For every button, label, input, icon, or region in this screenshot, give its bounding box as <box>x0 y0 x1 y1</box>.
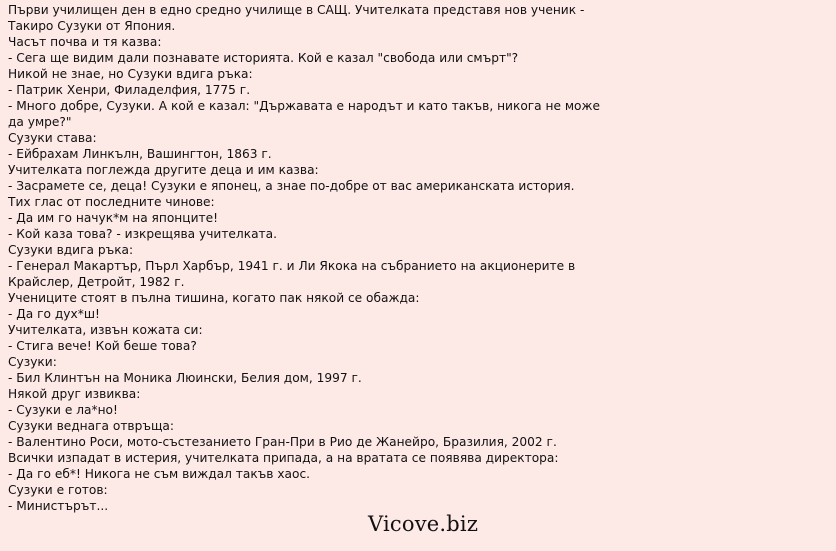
joke-line: - Кой каза това? - изкрещява учителката. <box>8 227 277 241</box>
joke-line: - Сузуки е ла*но! <box>8 403 118 417</box>
joke-line: - Засрамете се, деца! Сузуки е японец, а знае по-добре от вас американската история. <box>8 179 575 193</box>
joke-line: Сузуки вдига ръка: <box>8 243 134 257</box>
joke-line: Всички изпадат в истерия, учителката припада, а на вратата се появява директора: <box>8 451 559 465</box>
joke-text <box>8 2 608 514</box>
joke-line: Тих глас от последните чинове: <box>8 195 215 209</box>
joke-line: Сузуки става: <box>8 131 97 145</box>
joke-line: - Бил Клинтън на Моника Люински, Белия дом, 1997 г. <box>8 371 362 385</box>
joke-line: Сузуки е готов: <box>8 483 108 497</box>
joke-line: - Много добре, Сузуки. А кой е казал: "Държавата е народът и като такъв, никога не може да умре?" <box>8 99 600 129</box>
joke-line: Учителката поглежда другите деца и им казва: <box>8 163 319 177</box>
joke-line: - Генерал Макартър, Пърл Харбър, 1941 г. и Ли Якока на събранието на акционерите в Крайслер, Детройт, 1982 г. <box>8 259 576 289</box>
joke-line: - Да им го начук*м на японците! <box>8 211 218 225</box>
joke-line: - Да го еб*! Никога не съм виждал такъв хаос. <box>8 467 311 481</box>
joke-line: - Валентино Роси, мото-състезанието Гран-При в Рио де Жанейро, Бразилия, 2002 г. <box>8 435 557 449</box>
joke-line: Часът почва и тя казва: <box>8 35 162 49</box>
joke-line: Учителката, извън кожата си: <box>8 323 203 337</box>
joke-line: - Да го дух*ш! <box>8 307 100 321</box>
joke-line: - Стига вече! Кой беше това? <box>8 339 197 353</box>
joke-line: Никой не знае, но Сузуки вдига ръка: <box>8 67 253 81</box>
joke-line: Някой друг извиква: <box>8 387 141 401</box>
joke-line: - Министърът... <box>8 499 109 513</box>
joke-line: Учениците стоят в пълна тишина, когато пак някой се обажда: <box>8 291 420 305</box>
joke-line: Сузуки веднага отвръща: <box>8 419 175 433</box>
joke-line: - Ейбрахам Линкълн, Вашингтон, 1863 г. <box>8 147 272 161</box>
joke-line: - Сега ще видим дали познавате историята. Кой е казал "свобода или смърт"? <box>8 51 519 65</box>
joke-line: Първи училищен ден в едно средно училище в САЩ. Учителката представя нов ученик - Такиро Сузуки от Япония. <box>8 3 585 33</box>
joke-line: Сузуки: <box>8 355 57 369</box>
joke-line: - Патрик Хенри, Филаделфия, 1775 г. <box>8 83 251 97</box>
site-watermark: Vicove.biz <box>368 512 479 536</box>
